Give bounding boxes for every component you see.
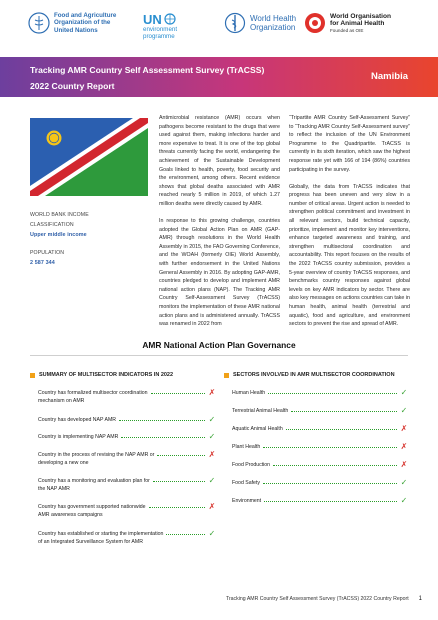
indicator-label: Country has developed NAP AMR [38,417,117,423]
check-icon: ✓ [208,415,216,424]
leader-dots [273,461,397,466]
indicator-label: Country is implementing NAP AMR [38,434,119,440]
woah-logo [304,12,391,34]
woah-emblem-icon [304,12,326,34]
sector-label: Food Production [232,462,271,468]
orange-square-icon [30,373,35,378]
sector-label: Terrestrial Animal Health [232,408,289,414]
paragraph: “Tripartite AMR Country Self-Assessment Survey” to “Tracking AMR Country Self-Assessment survey” to reflect the inclusion of the UN Environment Programme to the Quadripartite. TrACSS is currently in its sixth iteration, which saw the highest response rate yet with 166 of 194 (86%) countries participating in the survey. [289,115,410,173]
indicator-label: Country in the process of revising the NAP AMR or developing a new one [38,452,155,467]
page-number: 1 [418,596,422,602]
page-footer [226,596,422,602]
sector-row [232,443,408,451]
sectors-heading [224,372,395,378]
body-column-1 [159,114,280,337]
svg-text:UN: UN [143,12,162,26]
report-subtitle: 2022 Country Report [30,81,115,91]
cross-icon: ✗ [400,460,408,469]
leader-dots [166,530,205,535]
sector-label: Human Health [232,390,266,396]
leader-dots [121,433,205,438]
check-icon: ✓ [208,432,216,441]
sector-row [232,497,408,505]
indicators-heading-text: SUMMARY OF MULTISECTOR INDICATORS IN 2022 [39,372,174,378]
who-name: World Health Organization [250,13,297,32]
unep-logo [143,12,177,40]
cross-icon: ✗ [400,424,408,433]
sector-label: Environment [232,498,262,504]
sector-row [232,479,408,487]
fao-name: Food and Agriculture Organization of the United Nations [54,12,117,34]
indicators-heading [30,372,173,378]
sector-row [232,389,408,397]
income-label-2: CLASSIFICATION [30,222,74,228]
sector-row [232,407,408,415]
sector-label: Aquatic Animal Health [232,426,283,432]
indicator-label: Country has government supported nationwide AMR awareness campaigns [38,504,146,519]
indicator-row [38,416,216,424]
woah-name: World Organisation for Animal Health Founded as OIE [330,12,392,33]
indicator-row [38,433,216,441]
leader-dots [264,497,397,502]
cross-icon: ✗ [400,442,408,451]
leader-dots [286,425,397,430]
footer-text: Tracking AMR Country Self Assessment Survey (TrACSS) 2022 Country Report [225,596,409,602]
income-value: Upper middle income [30,232,87,238]
sector-label: Plant Health [232,444,261,450]
fao-logo [28,12,116,34]
check-icon: ✓ [208,476,216,485]
check-icon: ✓ [400,478,408,487]
leader-dots [157,451,205,456]
country-name: Namibia [371,71,408,82]
orange-square-icon [224,373,229,378]
indicator-row [38,530,216,546]
population-label: POPULATION [30,250,65,256]
woah-subtitle: Founded as OIE [330,27,364,33]
population-value: 2 587 344 [30,260,55,266]
cross-icon: ✗ [208,502,216,511]
body-column-2 [289,114,410,337]
paragraph: Globally, the data from TrACSS indicates that progress has been uneven and very slow in a number of critical areas. Urgent action is needed to strengthen political commitment and investment in all relevant sectors, build technical capacity, prioritize, implement and monitor key interventions, enhance targeted awareness and training, and strengthen multisectoral coordination and accountability. This report focuses on the results of the 2022 TrACSS country submission, provides a 5-year overview of country TrACSS responses, and benchmarks country responses against global levels on key AMR indicators by sector. There are also key messages on actions countries can take in human health, animal health (terrestrial and aquatic), food and agriculture, and environment sectors to prevent the rise and spread of AMR. [289,183,410,328]
income-label-1: WORLD BANK INCOME [30,212,89,218]
indicator-row [38,477,216,493]
namibia-flag [30,118,148,196]
leader-dots [149,503,205,508]
leader-dots [291,407,397,412]
who-logo [224,12,296,34]
who-emblem-icon [224,12,246,34]
logo-bar [28,12,430,48]
leader-dots [263,443,397,448]
indicator-row [38,389,216,405]
title-banner [0,57,438,97]
unep-emblem-icon [143,12,177,26]
governance-title: AMR National Action Plan Governance [142,340,296,350]
indicator-row [38,451,216,467]
sector-row [232,461,408,469]
cross-icon: ✗ [208,450,216,459]
indicator-row [38,503,216,519]
leader-dots [119,416,205,421]
fao-emblem-icon [28,12,50,34]
check-icon: ✓ [400,388,408,397]
check-icon: ✓ [400,496,408,505]
leader-dots [268,389,397,394]
indicator-label: Country has a monitoring and evaluation plan for the NAP AMR [38,478,150,493]
check-icon: ✓ [400,406,408,415]
leader-dots [151,389,205,394]
leader-dots [153,477,205,482]
report-title: Tracking AMR Country Self Assessment Survey (TrACSS) [30,65,265,75]
leader-dots [263,479,397,484]
paragraph: Antimicrobial resistance (AMR) occurs when pathogens become resistant to the drugs that were used against them, making infections harder and more expensive to treat. It is one of the top global threats currently facing the world, endangering the achievement of the Sustainable Development Goals linked to health, poverty, food security and the environment, among others. Recent evidence shows that global deaths associated with AMR reached nearly 5 million in 2019, of which 1.27 million deaths were directly caused by AMR. [159,115,280,207]
check-icon: ✓ [208,529,216,538]
sector-row [232,425,408,433]
unep-name: environment programme [143,26,178,41]
sectors-heading-text: SECTORS INVOLVED IN AMR MULTISECTOR COORDINATION [233,372,395,378]
divider [30,355,408,356]
indicator-label: Country has established or starting the implementation of an Integrated Surveillance System for AMR [38,531,164,546]
indicator-label: Country has formalized multisector coordination mechanism on AMR [38,390,148,405]
paragraph: In response to this growing challenge, countries adopted the Global Action Plan on AMR (GAP-AMR) through resolutions in the World Health Assembly in 2015, the FAO Governing Conference, and the WOAH (formerly OIE) World Assembly, with further endorsement in the United Nations General Assembly in 2016. By adopting GAP-AMR, countries pledged to develop and implement AMR national action plans (NAP). The Tracking AMR Country Self-Assessment Survey (TrACSS) monitors the implementation of these AMR national action plans and is administered annually. TrACSS was renamed in 2022 from [159,218,280,328]
sector-label: Food Safety [232,480,260,486]
cross-icon: ✗ [208,388,216,397]
